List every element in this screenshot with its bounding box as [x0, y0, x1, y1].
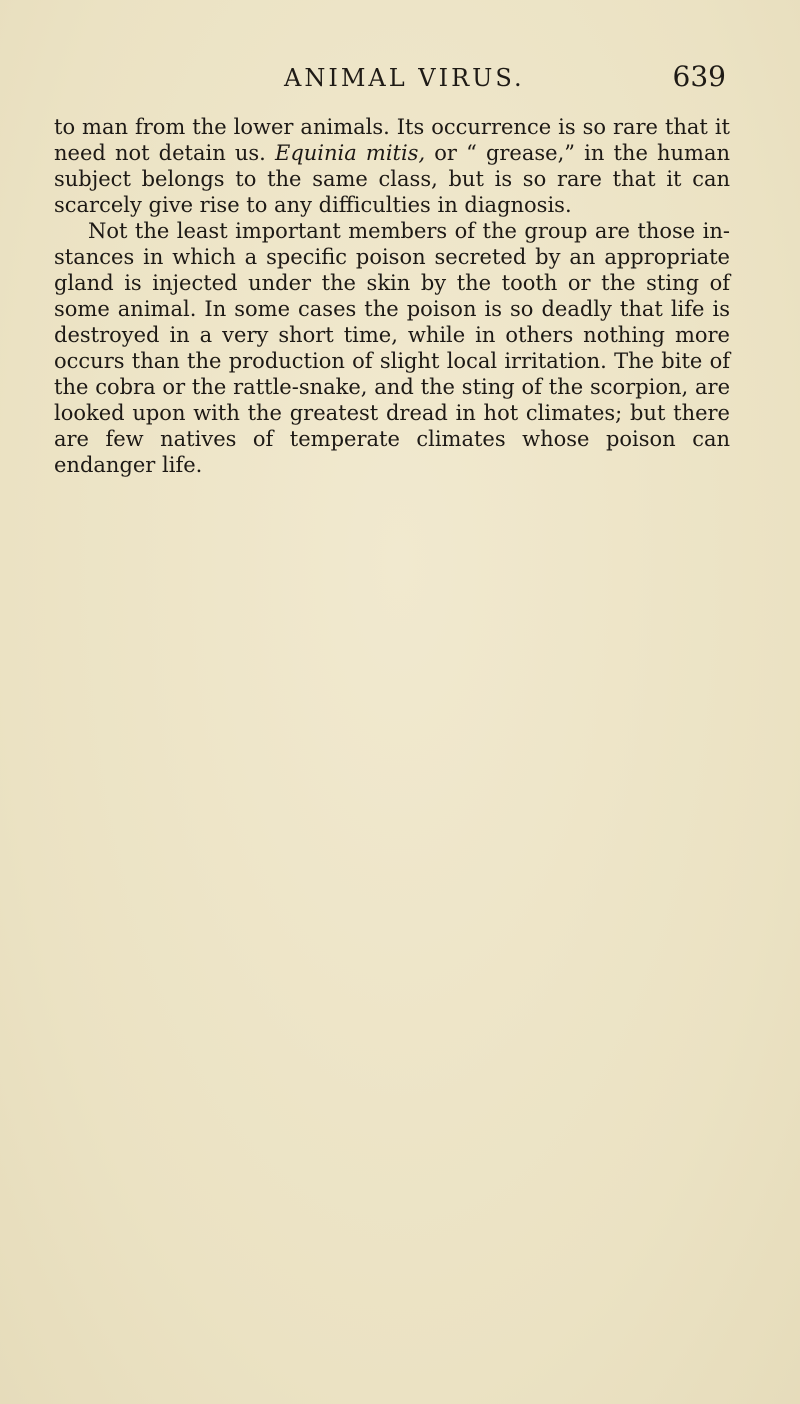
paragraph-1-text-start: to man from the lower animals. Its occurrence is so rare that it need not detain us.: [54, 115, 730, 165]
running-title: ANIMAL VIRUS.: [284, 64, 525, 92]
body-text: [54, 114, 730, 478]
italic-term: Equinia mitis,: [275, 141, 426, 165]
paragraph-2: Not the least important members of the group are those in- stances in which a specific poison secreted by an appropriate gland is injected under the skin by the tooth or the sting of some animal. In some cases the poison is so deadly that life is destroyed in a very short time, while in others nothing more occurs than the production of slight local irritation. The bite of the cobra or the rattle-snake, and the sting of the scorpion, are looked upon with the greatest dread in hot climates; but there are few natives of temperate climates whose poison can endanger life.: [54, 219, 730, 477]
paragraph-1-text-end: or “ grease,” in the human subject belongs to the same class, but is so rare that it can scarcely give rise to any difficulties in diagnosis.: [54, 141, 731, 217]
page-number: 639: [672, 60, 726, 93]
page-header: [54, 58, 730, 98]
paragraph-1: [54, 114, 730, 218]
